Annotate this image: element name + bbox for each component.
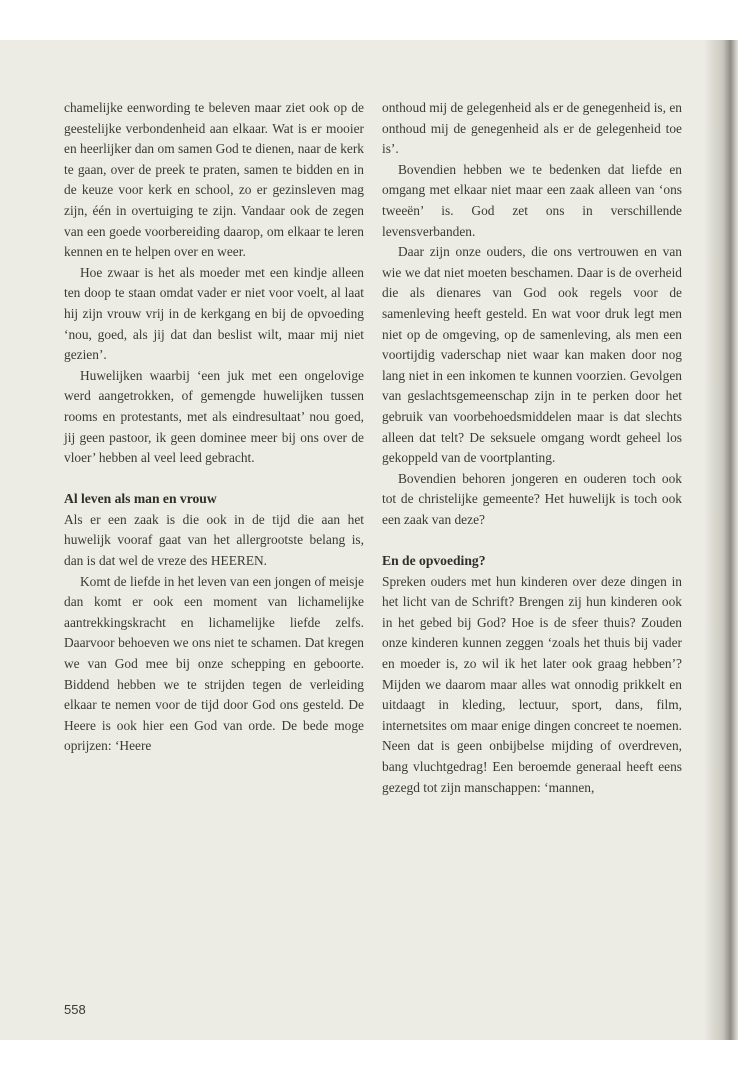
left-paragraph-5: Komt de liefde in het leven van een jongen of meisje dan komt er ook een moment van lichamelijke aantrekkingskracht en lichamelijke liefde zelfs. Daarvoor behoeven we ons niet te schamen. Dat kregen we van God mee bij onze schepping en geboorte. Biddend hebben we te strijden tegen de verleiding elkaar te nemen voor de tijd door God ons gesteld. De Heere is ook hier een God van orde. De bede moge oprijzen: ‘Heere [64, 573, 364, 754]
right-text-column [382, 98, 682, 798]
right-paragraph-2: Bovendien hebben we te bedenken dat liefde en omgang met elkaar niet maar een zaak alleen van ‘ons tweeën’ is. God zet ons in verschillende levensverbanden. [382, 161, 682, 239]
section-heading-man-en-vrouw: Al leven als man en vrouw [64, 491, 217, 507]
right-paragraph-1: onthoud mij de gelegenheid als er de genegenheid is, en onthoud mij de genegenheid als er de gelegenheid toe is’. [382, 100, 682, 157]
section-heading-opvoeding: En de opvoeding? [382, 553, 486, 569]
right-paragraph-4: Bovendien behoren jongeren en ouderen toch ook tot de christelijke gemeente? Het huwelijk is toch ook een zaak van deze? [382, 470, 682, 527]
book-page [0, 40, 738, 1040]
left-paragraph-4: Als er een zaak is die ook in de tijd die aan het huwelijk vooraf gaat van het allergrootste belang is, dan is dat wel de vreze des HEEREN. [64, 511, 364, 569]
left-paragraph-1: chamelijke eenwording te beleven maar ziet ook op de geestelijke verbondenheid aan elkaar. Wat is er mooier en heerlijker dan om samen God te dienen, naar de kerk te gaan, over de preek te praten, samen te bidden en in de keuze voor kerk en school, zo er gezinsleven mag zijn, één in overtuiging te zijn. Vandaar ook de zegen van een goede voorbereiding daarop, om elkaar te leren kennen en te helpen over en weer. [64, 100, 364, 260]
book-spine-shadow [704, 40, 738, 1040]
left-paragraph-2: Hoe zwaar is het als moeder met een kindje alleen ten doop te staan omdat vader er niet voor voelt, al laat hij zijn vrouw vrij in de kerkgang en bij de opvoeding ‘nou, goed, als jij dat dan beslist wilt, maar mij niet gezien’. [64, 264, 364, 363]
left-paragraph-3: Huwelijken waarbij ‘een juk met een ongelovige werd aangetrokken, of gemengde huwelijken tussen rooms en protestants, met als eindresultaat’ nou goed, jij geen pastoor, ik geen dominee meer bij ons over de vloer’ hebben al veel leed gebracht. [64, 367, 364, 466]
page-number: 558 [64, 1002, 86, 1017]
right-paragraph-3: Daar zijn onze ouders, die ons vertrouwen en van wie we dat niet moeten beschamen. Daar is de overheid die als dienares van God ook regels voor de samenleving heeft gesteld. En wat voor druk legt men niet op de omgeving, op de samenleving, als men een voortijdig vaderschap niet waar kan maken door nog lang niet in een inkomen te kunnen voorzien. Gevolgen van geslachtsgemeenschap zijn in te perken door het gebruik van voorbehoedsmiddelen maar is dat slechts alleen dat telt? De seksuele omgang wordt geheel los gekoppeld van de voortplanting. [382, 244, 682, 466]
left-text-column [64, 98, 364, 757]
right-paragraph-5: Spreken ouders met hun kinderen over deze dingen in het licht van de Schrift? Brengen zij hun kinderen ook in het gebed bij God? Hoe is de sfeer thuis? Zouden onze kinderen kunnen zeggen ‘zoals het thuis bij vader en moeder is, zo wil ik het later ook graag hebben’? Mijden we daarom maar alles wat onnodig prikkelt en uitdaagt in kleding, lectuur, sport, dans, film, internetsites om maar enige dingen concreet te noemen. Neen dat is geen onbijbelse mijding of overdreven, bang vluchtgedrag! Een beroemde generaal heeft eens gezegd tot zijn manschappen: ‘mannen, [382, 573, 682, 795]
